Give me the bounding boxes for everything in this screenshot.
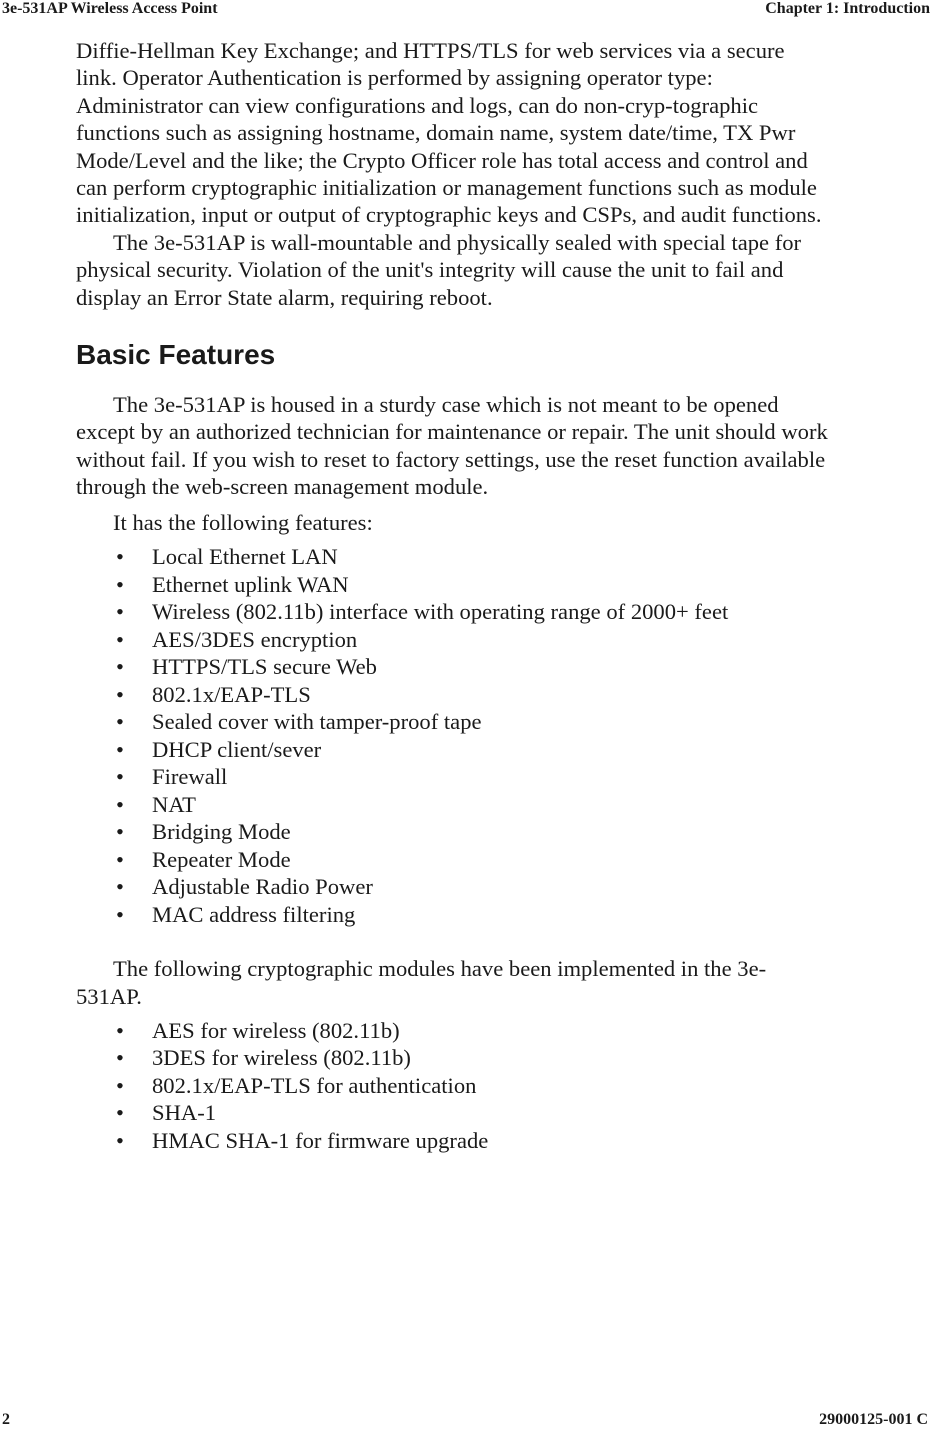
crypto-modules-list	[76, 1017, 828, 1155]
running-footer	[0, 1411, 932, 1431]
list-item-text: Firewall	[152, 764, 228, 790]
list-item	[76, 626, 828, 654]
bullet-icon: •	[116, 846, 124, 872]
list-item	[76, 901, 828, 929]
list-item	[76, 543, 828, 571]
list-item-text: Ethernet uplink WAN	[152, 571, 349, 597]
list-item	[76, 1072, 828, 1100]
list-item-text: SHA-1	[152, 1100, 217, 1126]
bullet-icon: •	[116, 626, 124, 652]
bullet-icon: •	[116, 1127, 124, 1153]
bullet-icon: •	[116, 819, 124, 845]
list-item-text: MAC address filtering	[152, 901, 356, 927]
features-lead-text: It has the following features:	[113, 509, 373, 535]
bullet-icon: •	[116, 1072, 124, 1098]
bullet-icon: •	[116, 1017, 124, 1043]
list-item	[76, 571, 828, 599]
bullet-icon: •	[116, 901, 124, 927]
bullet-icon: •	[116, 874, 124, 900]
list-item-text: AES for wireless (802.11b)	[152, 1017, 400, 1043]
bullet-icon: •	[116, 599, 124, 625]
list-item	[76, 1099, 828, 1127]
list-item-text: Bridging Mode	[152, 819, 291, 845]
list-item-text: Wireless (802.11b) interface with operating range of 2000+ feet	[152, 599, 729, 625]
bullet-icon: •	[116, 654, 124, 680]
list-item-text: AES/3DES encryption	[152, 626, 358, 652]
list-item	[76, 1017, 828, 1045]
list-item-text: Repeater Mode	[152, 846, 291, 872]
list-item	[76, 791, 828, 819]
list-item	[76, 763, 828, 791]
bullet-icon: •	[116, 544, 124, 570]
list-item-text: HMAC SHA-1 for firmware upgrade	[152, 1127, 489, 1153]
list-item	[76, 818, 828, 846]
list-item-text: 802.1x/EAP-TLS for authentication	[152, 1072, 477, 1098]
list-item-text: DHCP client/sever	[152, 736, 322, 762]
list-item	[76, 653, 828, 681]
list-item-text: HTTPS/TLS secure Web	[152, 654, 377, 680]
bullet-icon: •	[116, 1045, 124, 1071]
list-item-text: Local Ethernet LAN	[152, 544, 338, 570]
list-item-text: NAT	[152, 791, 196, 817]
list-item	[76, 681, 828, 709]
bullet-icon: •	[116, 1100, 124, 1126]
bullet-icon: •	[116, 736, 124, 762]
running-header	[0, 0, 932, 20]
section-heading-basic-features: Basic Features	[76, 339, 276, 371]
bullet-icon: •	[116, 791, 124, 817]
list-item-text: Adjustable Radio Power	[152, 874, 373, 900]
list-item	[76, 873, 828, 901]
page-number: 2	[2, 1411, 10, 1428]
list-item-text: 3DES for wireless (802.11b)	[152, 1045, 411, 1071]
paragraph-housing: The 3e-531AP is housed in a sturdy case which is not meant to be opened except by an authorized technician for maintenance or repair. The unit should work without fail. If you wish to reset to factory settings, use the reset function available through the web-screen management module.	[76, 392, 828, 500]
paragraph-crypto-summary: Diffie-Hellman Key Exchange; and HTTPS/TLS for web services via a secure link. Operator Authentication is performed by assigning operator type: Administrator can view configurations and logs, can do non-cryp-tographic functions such as assigning hostname, domain name, system date/time, TX Pwr Mode/Level and the like; the Crypto Officer role has total access and control and can perform cryptographic initialization or management functions such as module initialization, input or output of cryptographic keys and CSPs, and audit functions.	[76, 38, 822, 228]
features-list	[76, 543, 828, 928]
list-item	[76, 846, 828, 874]
bullet-icon: •	[116, 764, 124, 790]
list-item-text: Sealed cover with tamper-proof tape	[152, 709, 482, 735]
bullet-icon: •	[116, 571, 124, 597]
document-number: 29000125-001 C	[819, 1411, 928, 1428]
page-content	[76, 37, 828, 1154]
header-document-title: 3e-531AP Wireless Access Point	[2, 0, 218, 17]
paragraph-crypto-modules-intro: The following cryptographic modules have been implemented in the 3e-531AP.	[76, 956, 767, 1009]
bullet-icon: •	[116, 709, 124, 735]
paragraph-physical-security: The 3e-531AP is wall-mountable and physically sealed with special tape for physical security. Violation of the unit's integrity will cause the unit to fail and display an Error State alarm, requiring reboot.	[76, 229, 802, 310]
list-item	[76, 598, 828, 626]
list-item	[76, 1044, 828, 1072]
list-item-text: 802.1x/EAP-TLS	[152, 681, 311, 707]
list-item	[76, 1127, 828, 1155]
header-chapter-title: Chapter 1: Introduction	[765, 0, 930, 17]
list-item	[76, 736, 828, 764]
bullet-icon: •	[116, 681, 124, 707]
list-item	[76, 708, 828, 736]
